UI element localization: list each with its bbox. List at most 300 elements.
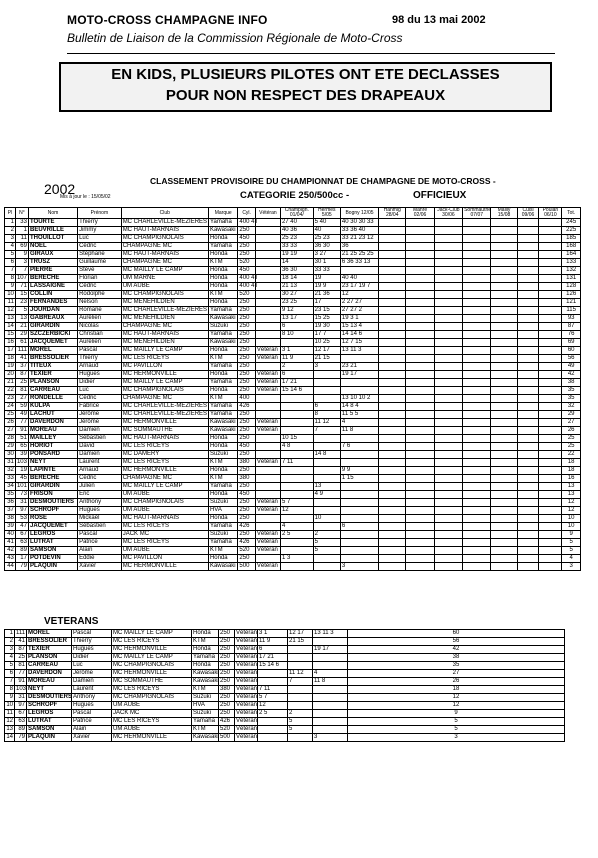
table-cell — [491, 339, 517, 347]
table-cell: 164 — [562, 251, 581, 259]
table-cell: 6 — [280, 323, 313, 331]
table-cell — [463, 323, 491, 331]
table-cell: UM AUBE — [121, 283, 208, 291]
table-cell — [517, 467, 539, 475]
table-row — [5, 235, 581, 243]
table-cell — [491, 443, 517, 451]
table-cell — [406, 387, 434, 395]
table-cell — [539, 235, 562, 243]
table-cell: BRESSOLIER — [28, 355, 77, 363]
table-cell — [434, 491, 462, 499]
table-cell — [255, 259, 280, 267]
column-header: Mailly 15/08 — [491, 208, 517, 219]
table-cell: Guillaume — [78, 259, 122, 267]
table-cell — [463, 283, 491, 291]
table-cell: 16 — [562, 475, 581, 483]
table-cell — [434, 371, 462, 379]
table-cell: JACQUEMET — [28, 339, 77, 347]
table-cell — [340, 499, 378, 507]
table-cell: 18 — [562, 459, 581, 467]
table-cell: 14 — [6, 734, 13, 740]
table-cell — [255, 451, 280, 459]
table-cell: 133 — [562, 259, 581, 267]
table-cell — [517, 291, 539, 299]
table-cell: 250 — [238, 419, 255, 427]
table-cell — [340, 539, 378, 547]
table-cell: 32 — [5, 467, 16, 475]
table-cell: 23 17 19 7 — [340, 283, 378, 291]
table-cell: 250 — [238, 251, 255, 259]
unofficial-label: OFFICIEUX — [413, 190, 467, 201]
table-cell — [434, 339, 462, 347]
table-cell — [517, 363, 539, 371]
table-cell — [280, 563, 313, 571]
table-cell: Vétéran — [255, 355, 280, 363]
table-cell — [539, 395, 562, 403]
table-cell: 225 — [562, 227, 581, 235]
table-cell — [517, 323, 539, 331]
column-header: Marque — [208, 208, 237, 219]
table-cell: 500 — [219, 734, 235, 742]
table-cell — [255, 219, 280, 227]
table-cell — [539, 291, 562, 299]
table-cell — [255, 395, 280, 403]
table-cell: KTM — [208, 459, 237, 467]
table-cell: 9 9 — [340, 467, 378, 475]
table-cell — [406, 467, 434, 475]
table-cell — [491, 531, 517, 539]
table-cell — [379, 243, 406, 251]
table-cell — [406, 523, 434, 531]
table-cell: 36 30 — [313, 243, 340, 251]
table-row — [5, 451, 581, 459]
table-cell — [491, 267, 517, 275]
table-cell: 18 14 — [280, 275, 313, 283]
table-cell: 4 — [280, 523, 313, 531]
table-cell: 250 — [219, 638, 235, 646]
table-cell — [406, 419, 434, 427]
table-cell: 37 — [15, 363, 28, 371]
table-cell: 11 5 5 — [340, 411, 378, 419]
table-cell — [434, 419, 462, 427]
table-cell: FRISON — [28, 491, 77, 499]
table-row — [5, 467, 581, 475]
column-header: Hanmig 28/04 — [379, 208, 406, 219]
table-cell — [288, 694, 313, 702]
table-cell — [539, 259, 562, 267]
table-cell — [539, 251, 562, 259]
table-cell: 185 — [562, 235, 581, 243]
table-cell — [491, 347, 517, 355]
table-cell — [539, 547, 562, 555]
table-cell: 13 — [313, 483, 340, 491]
table-cell: 250 — [219, 678, 235, 686]
table-cell: 13 10 10 2 — [340, 395, 378, 403]
table-cell: 11 8 — [313, 678, 348, 686]
table-cell: MOREL — [28, 347, 77, 355]
table-cell: Honda — [208, 283, 237, 291]
table-cell: Honda — [208, 443, 237, 451]
table-cell: HORIOT — [28, 443, 77, 451]
table-cell: 115 — [562, 307, 581, 315]
table-cell — [313, 563, 340, 571]
table-cell: 5 7 — [280, 499, 313, 507]
table-cell: 9 12 — [280, 307, 313, 315]
table-cell: Laurent — [78, 459, 122, 467]
table-cell: 128 — [562, 283, 581, 291]
standings-table — [4, 207, 581, 571]
table-cell: 2 27 27 — [340, 299, 378, 307]
table-cell — [255, 275, 280, 283]
table-cell: 30 1 — [313, 259, 340, 267]
table-row — [5, 734, 582, 742]
table-cell — [434, 227, 462, 235]
table-cell: Vétéran — [236, 654, 258, 660]
table-cell: 250 — [219, 662, 235, 670]
table-cell: Vétéran — [236, 718, 258, 724]
table-cell — [379, 251, 406, 259]
table-cell: MC HAUT-MARNAIS — [121, 251, 208, 259]
table-cell: 11 — [15, 235, 28, 243]
table-cell: Kawasaki — [193, 670, 219, 676]
table-cell: 3 — [15, 259, 28, 267]
table-cell: Honda — [208, 371, 237, 379]
table-cell: 13 — [562, 491, 581, 499]
table-cell: Vétéran — [236, 726, 258, 732]
table-cell: 10 — [313, 515, 340, 523]
table-cell — [406, 515, 434, 523]
table-cell — [539, 531, 562, 539]
table-cell: 26 — [348, 678, 565, 686]
table-cell: 25 23 — [313, 235, 340, 243]
table-cell: 6 — [340, 523, 378, 531]
table-cell — [406, 539, 434, 547]
table-cell: 15 14 6 — [280, 387, 313, 395]
table-cell: 250 — [238, 347, 255, 355]
table-cell: 1 3 — [280, 555, 313, 563]
table-cell: MC LES RICEYS — [121, 539, 208, 547]
table-cell: SZCZERBICKI — [28, 331, 77, 339]
table-cell: Cédric — [78, 475, 122, 483]
table-cell: 35 — [562, 395, 581, 403]
table-cell — [288, 686, 313, 694]
table-row — [5, 662, 582, 670]
table-cell — [434, 531, 462, 539]
table-cell: 76 — [562, 331, 581, 339]
table-cell — [340, 547, 378, 555]
table-cell: 45 — [15, 475, 28, 483]
table-cell: Vétéran — [236, 662, 258, 668]
table-cell: 25 — [5, 411, 16, 419]
table-cell: 5 7 — [258, 694, 288, 702]
table-cell — [434, 259, 462, 267]
table-cell: MC CHAMPIGNOLAIS — [121, 387, 208, 395]
table-cell: MC SOMMAUTHE — [121, 427, 208, 435]
table-cell: Vétéran — [236, 702, 258, 708]
table-cell: 103 — [16, 686, 27, 692]
table-cell — [517, 499, 539, 507]
table-cell: NEYT — [28, 459, 77, 467]
table-cell — [491, 355, 517, 363]
table-cell: 56 — [348, 638, 565, 646]
table-cell: 5 — [5, 251, 16, 259]
table-cell — [491, 219, 517, 227]
table-cell — [406, 435, 434, 443]
table-cell: 26 — [5, 419, 16, 427]
table-cell: 111 — [15, 347, 28, 355]
table-cell — [491, 395, 517, 403]
table-cell: COLLIN — [28, 291, 77, 299]
table-cell: 38 — [348, 654, 565, 662]
table-cell — [434, 275, 462, 283]
table-cell: Mickaël — [78, 515, 122, 523]
table-cell: 29 — [15, 331, 28, 339]
table-cell — [255, 251, 280, 259]
table-cell — [463, 299, 491, 307]
table-cell — [463, 267, 491, 275]
table-row — [5, 379, 581, 387]
table-cell: 250 — [238, 379, 255, 387]
table-cell — [539, 339, 562, 347]
table-cell: Yamaha — [208, 307, 237, 315]
table-cell: 60 — [348, 630, 565, 638]
table-cell: 31 — [15, 499, 28, 507]
table-cell: Vétéran — [255, 547, 280, 555]
table-cell: Yamaha — [208, 243, 237, 251]
table-cell — [463, 451, 491, 459]
table-row — [5, 686, 582, 694]
table-cell: Rodolphe — [78, 291, 122, 299]
table-cell — [539, 227, 562, 235]
table-cell: Pascal — [72, 710, 112, 718]
table-cell — [379, 475, 406, 483]
table-cell: Vétéran — [255, 507, 280, 515]
table-cell — [517, 563, 539, 571]
table-cell: 520 — [238, 259, 255, 267]
table-row — [5, 307, 581, 315]
table-cell — [406, 563, 434, 571]
table-cell: Nelson — [78, 299, 122, 307]
table-cell — [491, 499, 517, 507]
table-cell: 6 36 33 13 — [340, 259, 378, 267]
table-cell: KTM — [192, 726, 219, 734]
table-cell: 23 25 — [280, 299, 313, 307]
table-cell — [313, 702, 348, 710]
table-cell — [255, 491, 280, 499]
table-row — [5, 630, 582, 638]
table-cell — [517, 283, 539, 291]
table-cell — [406, 331, 434, 339]
table-cell: 13 — [6, 726, 13, 732]
table-cell: MC MAILLY LE CAMP — [121, 347, 208, 355]
table-cell: 168 — [562, 243, 581, 251]
column-header: Sommauthe 07/07 — [464, 207, 492, 218]
table-cell: 4 — [5, 243, 16, 251]
table-cell — [517, 411, 539, 419]
table-cell — [539, 267, 562, 275]
table-row — [5, 283, 581, 291]
table-cell: Sébastien — [78, 435, 122, 443]
table-cell — [255, 307, 280, 315]
table-cell — [379, 219, 406, 227]
category-label: CATEGORIE 250/500cc - — [240, 190, 350, 201]
table-cell: UM AUBE — [112, 726, 192, 734]
column-header: Champign. 01/04/ — [280, 208, 313, 219]
table-cell — [517, 227, 539, 235]
table-cell: 23 21 — [340, 363, 378, 371]
table-cell: 49 — [15, 411, 28, 419]
table-cell — [313, 387, 340, 395]
table-cell: 1 — [5, 219, 16, 227]
table-row — [5, 678, 582, 686]
table-cell: Vétéran — [236, 678, 258, 684]
table-cell — [463, 467, 491, 475]
table-cell: Kawasaki — [208, 427, 237, 435]
table-cell — [491, 475, 517, 483]
table-cell: 35 — [562, 387, 581, 395]
table-cell — [539, 275, 562, 283]
table-row — [5, 646, 582, 654]
table-cell — [463, 227, 491, 235]
table-cell: 87 — [562, 323, 581, 331]
table-cell: Arnaud — [78, 467, 122, 475]
table-cell: 21 36 — [313, 291, 340, 299]
table-cell — [539, 403, 562, 411]
table-cell: 89 — [15, 547, 28, 555]
table-cell: 47 — [15, 523, 28, 531]
table-cell — [517, 219, 539, 227]
table-cell: 5 40 — [313, 219, 340, 227]
table-cell — [491, 251, 517, 259]
table-cell — [491, 259, 517, 267]
table-cell — [539, 459, 562, 467]
table-cell — [406, 411, 434, 419]
table-cell: 13 — [5, 315, 16, 323]
table-cell — [406, 491, 434, 499]
table-cell: Vétéran — [236, 734, 258, 740]
table-cell — [463, 387, 491, 395]
table-cell — [340, 355, 378, 363]
table-cell — [379, 371, 406, 379]
banner-line-1: EN KIDS, PLUSIEURS PILOTES ONT ETE DECLASSES — [111, 66, 500, 83]
table-cell — [463, 275, 491, 283]
table-cell — [539, 555, 562, 563]
table-cell: CHAMPAGNE MC — [121, 395, 208, 403]
table-cell: Yamaha — [208, 483, 237, 491]
table-row — [5, 251, 581, 259]
table-cell — [340, 483, 378, 491]
table-cell: CHAMPAGNE MC — [121, 259, 208, 267]
table-cell: 250 — [238, 331, 255, 339]
table-cell: 5 — [288, 726, 313, 734]
table-cell — [379, 235, 406, 243]
table-cell: Vétéran — [255, 427, 280, 435]
table-cell: 36 30 — [280, 267, 313, 275]
table-cell: KTM — [208, 355, 237, 363]
table-cell — [434, 475, 462, 483]
table-cell: 60 — [562, 347, 581, 355]
table-cell: Alain — [72, 726, 112, 734]
table-cell: 25 — [562, 435, 581, 443]
table-cell — [491, 467, 517, 475]
table-cell: 250 — [238, 451, 255, 459]
table-cell: 41 — [5, 539, 16, 547]
table-cell: 107 — [16, 275, 27, 281]
table-cell: 43 — [5, 555, 16, 563]
table-cell: LEGROS — [28, 531, 77, 539]
table-cell: 93 — [562, 315, 581, 323]
table-cell: 42 — [348, 646, 565, 654]
table-cell — [517, 299, 539, 307]
table-cell — [434, 347, 462, 355]
table-cell: Sébastien — [78, 523, 122, 531]
table-cell — [463, 411, 491, 419]
table-cell — [434, 435, 462, 443]
table-cell: 27 — [562, 419, 581, 427]
table-cell — [313, 507, 340, 515]
table-cell — [434, 251, 462, 259]
table-cell: 8 — [313, 411, 340, 419]
table-cell: Honda — [208, 299, 237, 307]
table-cell — [539, 379, 562, 387]
table-cell: 250 — [238, 299, 255, 307]
table-cell — [517, 275, 539, 283]
table-cell: 15 — [15, 291, 28, 299]
table-cell: 33 21 23 12 — [340, 235, 378, 243]
table-cell: 4 — [562, 555, 581, 563]
table-cell: JACK MC — [121, 531, 208, 539]
table-cell — [463, 547, 491, 555]
table-cell — [517, 371, 539, 379]
column-header: Tot. — [562, 208, 581, 219]
table-cell: NOEL — [28, 243, 77, 251]
table-cell: 250 — [238, 339, 255, 347]
table-cell: Cédric — [78, 283, 122, 291]
table-cell: LACHUT — [28, 411, 77, 419]
table-cell: 19 9 — [313, 283, 340, 291]
table-row — [5, 515, 581, 523]
table-row — [5, 475, 581, 483]
table-cell: KTM — [192, 638, 219, 646]
table-cell — [255, 483, 280, 491]
table-cell — [491, 387, 517, 395]
table-cell — [406, 451, 434, 459]
table-cell: 250 — [219, 702, 235, 710]
table-cell — [255, 467, 280, 475]
table-cell — [434, 363, 462, 371]
column-header: Manre 02/06 — [406, 208, 434, 219]
table-cell: 31 — [15, 694, 27, 702]
table-row — [5, 443, 581, 451]
table-cell — [463, 555, 491, 563]
table-cell: Honda — [192, 646, 219, 654]
table-cell: 250 — [238, 323, 255, 331]
table-cell: 5 — [348, 726, 565, 734]
table-cell: BEUVRILLE — [28, 227, 77, 235]
table-cell — [379, 283, 406, 291]
table-cell — [491, 547, 517, 555]
table-cell: 11 — [5, 299, 16, 307]
table-cell — [434, 267, 462, 275]
table-cell: MC CHAMPIGNOLAIS — [121, 291, 208, 299]
table-cell — [517, 531, 539, 539]
table-cell — [539, 219, 562, 227]
table-cell: 38 — [5, 515, 16, 523]
table-cell — [517, 403, 539, 411]
table-cell: 1 — [15, 227, 28, 235]
table-cell: 26 — [562, 427, 581, 435]
table-cell: 27 40 — [280, 219, 313, 227]
